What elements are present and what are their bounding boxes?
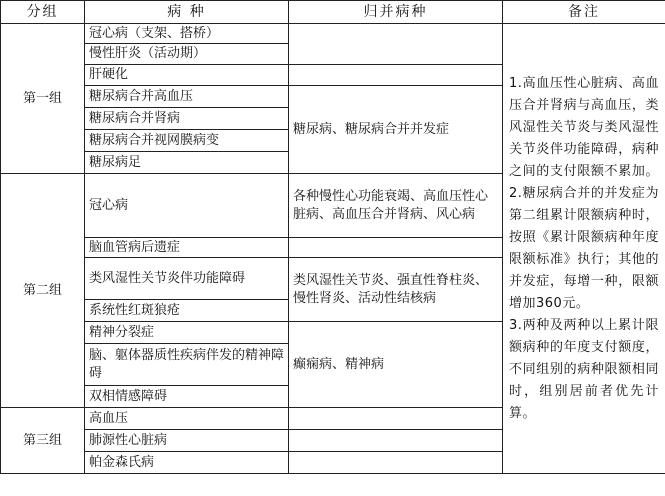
header-notes: 备注 (503, 1, 665, 24)
disease-cell: 脑、躯体器质性疾病伴发的精神障碍 (85, 344, 289, 386)
note-paragraph: 3.两种及两种以上累计限额病种的年度支付额度，不同组别的病种限额相同时，组别居前者优先计算。 (509, 317, 659, 421)
disease-cell: 双相情感障碍 (85, 386, 289, 408)
disease-cell: 肺源性心脏病 (85, 430, 289, 452)
table-row (1, 24, 665, 44)
disease-cell: 糖尿病合并肾病 (85, 108, 289, 130)
merged-empty-cell (289, 430, 503, 452)
merged-empty-cell (289, 238, 503, 258)
merged-cell: 糖尿病、糖尿病合并并发症 (289, 86, 503, 174)
merged-cell: 类风湿性关节炎、强直性脊柱炎、慢性肾炎、活动性结核病 (289, 258, 503, 322)
merged-empty-cell (289, 452, 503, 474)
group-1-name: 第一组 (1, 24, 85, 174)
merged-empty-cell (289, 408, 503, 430)
merged-empty-cell (289, 24, 503, 65)
note-paragraph: 1.高血压性心脏病、高血压合并肾病与高血压，类风湿性关节炎与类风湿性关节炎伴功能障碍，病种之间的支付限额不累加。2.糖尿病合并的并发症为第二组累计限额病种时，按照《累计限额病种年度限额标准》执行；其他的并发症，每增一种，限额增加360元。 (509, 75, 659, 311)
header-row (1, 1, 665, 24)
merged-cell: 癫痫病、精神病 (289, 322, 503, 408)
header-group: 分组 (1, 1, 85, 24)
disease-cell: 高血压 (85, 408, 289, 430)
disease-cell: 慢性肝炎（活动期） (85, 44, 289, 65)
disease-cell: 脑血管病后遗症 (85, 238, 289, 258)
group-3-name: 第三组 (1, 408, 85, 474)
merged-empty-cell (289, 65, 503, 86)
disease-cell: 糖尿病足 (85, 152, 289, 174)
disease-cell: 类风湿性关节炎伴功能障碍 (85, 258, 289, 300)
header-merged: 归并病种 (289, 1, 503, 24)
disease-cell: 精神分裂症 (85, 322, 289, 344)
disease-cell: 帕金森氏病 (85, 452, 289, 474)
group-2-name: 第二组 (1, 174, 85, 408)
header-disease: 病 种 (85, 1, 289, 24)
merged-cell: 各种慢性心功能衰竭、高血压性心脏病、高血压合并肾病、风心病 (289, 174, 503, 238)
disease-cell: 冠心病 (85, 174, 289, 238)
disease-cell: 糖尿病合并视网膜病变 (85, 130, 289, 152)
disease-cell: 肝硬化 (85, 65, 289, 86)
disease-cell: 冠心病（支架、搭桥） (85, 24, 289, 44)
notes-cell (503, 24, 665, 474)
disease-cell: 系统性红斑狼疮 (85, 300, 289, 322)
disease-cell: 糖尿病合并高血压 (85, 86, 289, 108)
